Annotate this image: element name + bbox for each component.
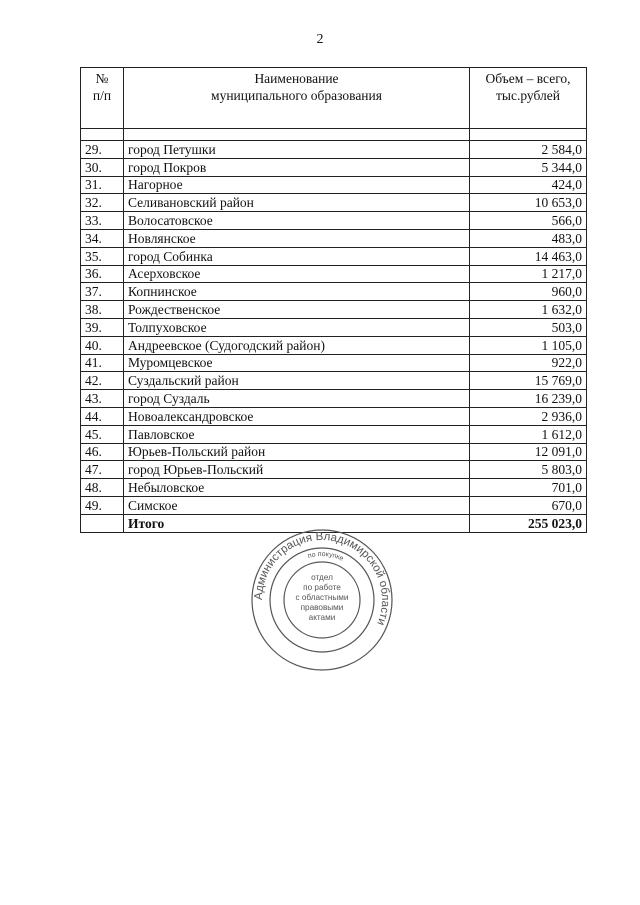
row-value: 960,0 <box>470 283 587 301</box>
row-value: 5 803,0 <box>470 461 587 479</box>
row-number: 48. <box>81 479 124 497</box>
total-value: 255 023,0 <box>470 514 587 532</box>
table-row <box>81 141 587 159</box>
row-value: 1 217,0 <box>470 265 587 283</box>
spacer-cell <box>124 129 470 141</box>
row-number: 33. <box>81 212 124 230</box>
row-name: город Юрьев-Польский <box>124 461 470 479</box>
header-value-text: Объем – всего, тыс.рублей <box>485 71 571 103</box>
row-name: Селивановский район <box>124 194 470 212</box>
stamp-outer-path: Администрация Владимирской области <box>252 530 392 627</box>
row-number: 39. <box>81 318 124 336</box>
row-value: 10 653,0 <box>470 194 587 212</box>
stamp-inner-path: по покупке <box>307 550 345 563</box>
row-value: 483,0 <box>470 229 587 247</box>
table-row <box>81 265 587 283</box>
table-row <box>81 425 587 443</box>
table-row <box>81 283 587 301</box>
row-value: 1 612,0 <box>470 425 587 443</box>
spacer-cell <box>81 129 124 141</box>
row-number: 35. <box>81 247 124 265</box>
spacer-cell <box>470 129 587 141</box>
table-row <box>81 443 587 461</box>
row-number: 47. <box>81 461 124 479</box>
row-number: 44. <box>81 407 124 425</box>
row-number: 34. <box>81 229 124 247</box>
table-row <box>81 212 587 230</box>
header-value <box>470 68 587 129</box>
row-name: Суздальский район <box>124 372 470 390</box>
header-num-text: № п/п <box>92 71 112 103</box>
table-row <box>81 194 587 212</box>
row-name: Юрьев-Польский район <box>124 443 470 461</box>
table-row <box>81 390 587 408</box>
row-name: Андреевское (Судогодский район) <box>124 336 470 354</box>
table-row <box>81 407 587 425</box>
row-number: 36. <box>81 265 124 283</box>
row-name: Асерховское <box>124 265 470 283</box>
row-value: 701,0 <box>470 479 587 497</box>
stamp-center-line: с областными <box>295 593 349 602</box>
row-name: Муромцевское <box>124 354 470 372</box>
table-row <box>81 336 587 354</box>
row-number: 32. <box>81 194 124 212</box>
row-name: Толпуховское <box>124 318 470 336</box>
table-row <box>81 354 587 372</box>
row-number: 49. <box>81 496 124 514</box>
table-row <box>81 301 587 319</box>
row-value: 5 344,0 <box>470 158 587 176</box>
table-row <box>81 229 587 247</box>
table-row <box>81 496 587 514</box>
row-name: город Суздаль <box>124 390 470 408</box>
table-row <box>81 479 587 497</box>
allocation-table <box>80 67 587 533</box>
row-value: 1 632,0 <box>470 301 587 319</box>
total-num-cell <box>81 514 124 532</box>
stamp-center-line: правовыми <box>300 603 344 612</box>
row-number: 30. <box>81 158 124 176</box>
table-row <box>81 461 587 479</box>
stamp-inner-text <box>307 551 344 563</box>
row-number: 37. <box>81 283 124 301</box>
row-number: 42. <box>81 372 124 390</box>
row-number: 41. <box>81 354 124 372</box>
row-name: Рождественское <box>124 301 470 319</box>
row-number: 31. <box>81 176 124 194</box>
table-row <box>81 176 587 194</box>
row-name: Нагорное <box>124 176 470 194</box>
row-value: 16 239,0 <box>470 390 587 408</box>
row-name: город Собинка <box>124 247 470 265</box>
row-name: Новлянское <box>124 229 470 247</box>
page-number: 2 <box>316 32 324 47</box>
row-name: Новоалександровское <box>124 407 470 425</box>
row-value: 670,0 <box>470 496 587 514</box>
table-row <box>81 247 587 265</box>
row-value: 424,0 <box>470 176 587 194</box>
row-name: город Петушки <box>124 141 470 159</box>
table-row <box>81 318 587 336</box>
row-value: 566,0 <box>470 212 587 230</box>
row-value: 15 769,0 <box>470 372 587 390</box>
row-value: 12 091,0 <box>470 443 587 461</box>
header-name <box>124 68 470 129</box>
row-value: 14 463,0 <box>470 247 587 265</box>
row-value: 503,0 <box>470 318 587 336</box>
row-name: Павловское <box>124 425 470 443</box>
row-number: 29. <box>81 141 124 159</box>
stamp-center-text <box>295 573 348 622</box>
stamp-center-line: отдел <box>311 573 333 582</box>
stamp-center-line: актами <box>308 613 336 622</box>
official-stamp <box>250 528 394 672</box>
table-header-row <box>81 68 587 129</box>
row-name: Волосатовское <box>124 212 470 230</box>
row-value: 2 584,0 <box>470 141 587 159</box>
stamp-center-line: по работе <box>303 583 341 592</box>
header-name-text: Наименование муниципального образования <box>211 71 382 103</box>
row-number: 46. <box>81 443 124 461</box>
table-spacer-row <box>81 129 587 141</box>
row-name: Небыловское <box>124 479 470 497</box>
row-name: город Покров <box>124 158 470 176</box>
table-row <box>81 158 587 176</box>
row-name: Симское <box>124 496 470 514</box>
row-value: 922,0 <box>470 354 587 372</box>
row-number: 38. <box>81 301 124 319</box>
row-number: 45. <box>81 425 124 443</box>
table-row <box>81 372 587 390</box>
row-number: 43. <box>81 390 124 408</box>
total-label: Итого <box>124 514 470 532</box>
row-name: Копнинское <box>124 283 470 301</box>
row-value: 2 936,0 <box>470 407 587 425</box>
row-value: 1 105,0 <box>470 336 587 354</box>
header-num <box>81 68 124 129</box>
table-body <box>81 141 587 515</box>
row-number: 40. <box>81 336 124 354</box>
